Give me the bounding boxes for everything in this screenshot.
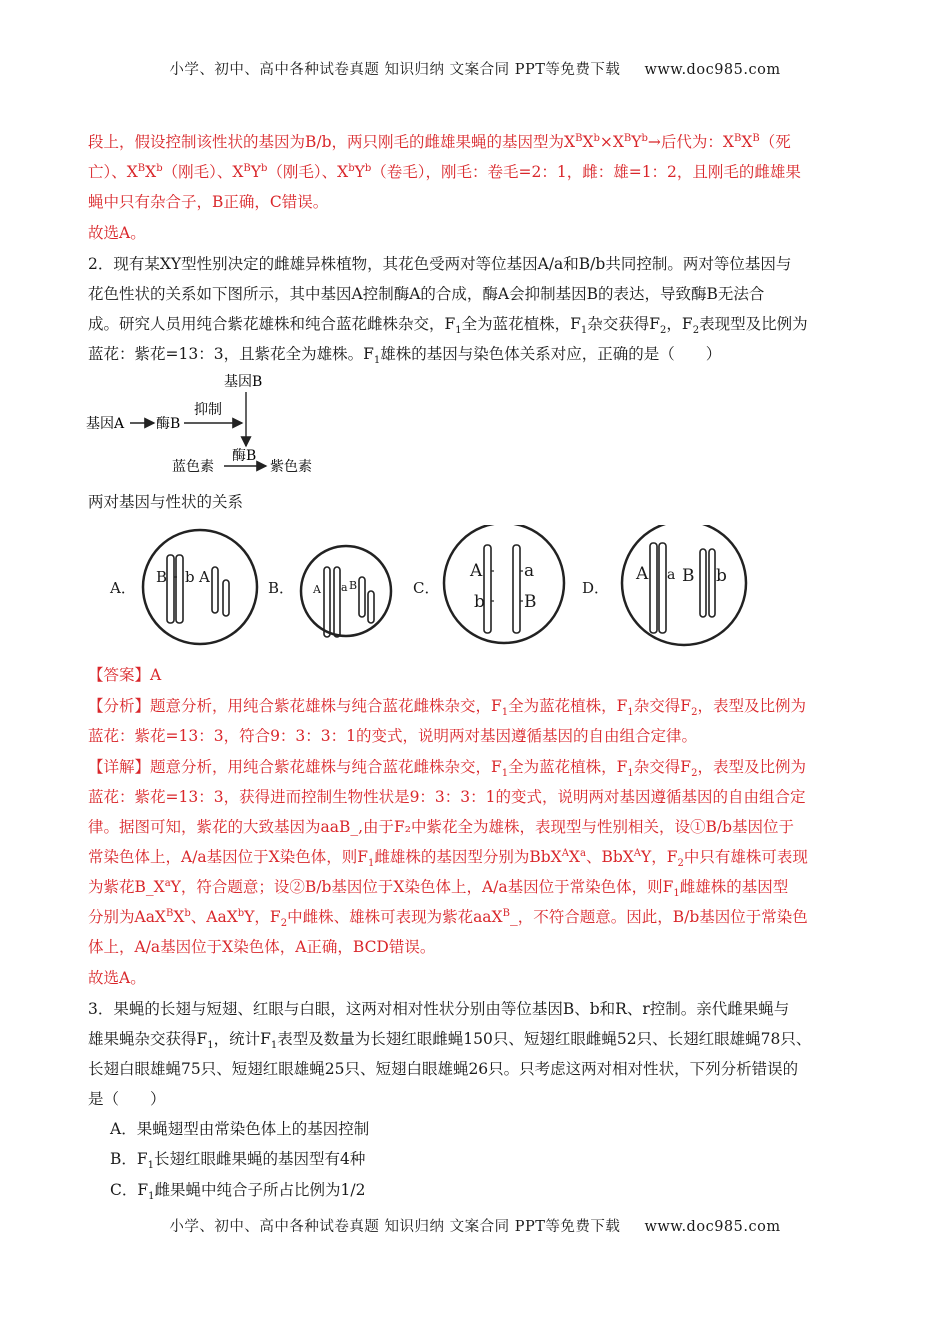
gene-label: a xyxy=(667,567,676,583)
gene-label: B xyxy=(524,592,537,612)
chromosome xyxy=(212,567,218,613)
gene-label: A xyxy=(636,564,649,584)
option-d-label: D． xyxy=(582,579,610,597)
footer-url: www.doc985.com xyxy=(644,1219,781,1235)
prev-line-3: 蝇中只有杂合子，B正确，C错误。 xyxy=(88,193,329,211)
q3-option-a[interactable]: A．果蝇翅型由常染色体上的基因控制 xyxy=(110,1120,370,1138)
q2-line-4: 蓝花：紫花=13：3，且紫花全为雄株。$F_1$雄株的基因与染色体关系对应，正确的是（ ） xyxy=(88,345,722,367)
chromosome xyxy=(176,555,183,623)
header-text: 小学、初中、高中各种试卷真题 知识归纳 文案合同 PPT等免费下载 xyxy=(169,62,621,78)
chromosome xyxy=(324,567,330,637)
option-a-cell[interactable] xyxy=(143,530,257,644)
gene-label: B xyxy=(349,579,358,592)
diagram-enzyme-b2: 酶B xyxy=(232,448,257,464)
chromosome xyxy=(167,555,174,623)
q2-analysis-line-1: 【分析】题意分析，用纯合紫花雄株与纯合蓝花雌株杂交，$F_1$全为蓝花植株，$F_1$杂交得$F_2$，表型及比例为 xyxy=(88,697,806,719)
header-url: www.doc985.com xyxy=(644,62,781,78)
option-c-label: C． xyxy=(413,579,440,597)
gene-label: b xyxy=(716,566,727,586)
diagram-inhibit: 抑制 xyxy=(194,402,222,418)
q2-analysis-line-2: 蓝花：紫花=13：3，符合9：3：3：1的变式，说明两对基因遵循基因的自由组合定律。 xyxy=(88,727,698,745)
gene-trait-diagram xyxy=(84,370,344,480)
chromosome xyxy=(709,549,715,617)
q2-detail-line-3: 律。据图可知，紫花的大致基因为aaB_,由于F₂中紫花全为雄株，表现型与性别相关，设①B/b基因位于 xyxy=(88,818,795,836)
q3-line-2: 雄果蝇杂交获得$F_1$，统计$F_1$表型及数量为长翅红眼雌蝇150只、短翅红眼雌蝇52只、长翅红眼雄蝇78只、 xyxy=(88,1030,812,1052)
gene-label: A xyxy=(199,568,210,586)
q2-detail-line-6: 分别为$AaX^BX^b$、AaX$^b$Y，$F_2$中雌株、雄株可表现为紫花aaX$^B$_，不符合题意。因此，B/b基因位于常染色 xyxy=(88,907,808,930)
chromosome xyxy=(700,549,706,617)
q2-detail-line-2: 蓝花：紫花=13：3，获得进而控制生物性状是9：3：3：1的变式，说明两对基因遵循基因的自由组合定 xyxy=(88,788,806,806)
q2-detail-line-5: 为紫花$B\_X^aY$，符合题意；设②B/b基因位于X染色体上，A/a基因位于常染色体，则$F_1$雌雄株的基因型 xyxy=(88,877,789,900)
chromosome xyxy=(334,567,340,637)
prev-line-2: 亡）、$X^BX^b$（刚毛）、$X^BY^b$（刚毛）、$X^bY^b$（卷毛），刚毛：卷毛=2：1，雌：雄=1：2，且刚毛的雌雄果 xyxy=(88,162,801,181)
q3-option-b[interactable]: B．$F_1$长翅红眼雌果蝇的基因型有4种 xyxy=(110,1150,366,1172)
q3-line-1: 3．果蝇的长翅与短翅、红眼与白眼，这两对相对性状分别由等位基因B、b和R、r控制。亲代雌果蝇与 xyxy=(88,1000,790,1018)
chromosome xyxy=(659,543,666,633)
q2-line-2: 花色性状的关系如下图所示，其中基因A控制酶A的合成，酶A会抑制基因B的表达，导致酶B无法合 xyxy=(88,285,765,303)
gene-label: b xyxy=(474,592,485,612)
q3-line-3: 长翅白眼雄蝇75只、短翅红眼雄蝇25只、短翅白眼雄蝇26只。只考虑这两对相对性状，下列分析错误的 xyxy=(88,1060,799,1078)
gene-label: a xyxy=(341,581,348,594)
q2-detail-line-1: 【详解】题意分析，用纯合紫花雄株与纯合蓝花雌株杂交，$F_1$全为蓝花植株，$F_1$杂交得$F_2$，表型及比例为 xyxy=(88,758,806,780)
q3-option-c[interactable]: C．$F_1$雌果蝇中纯合子所占比例为1/2 xyxy=(110,1181,366,1203)
page-header xyxy=(0,58,950,79)
option-c-cell[interactable] xyxy=(444,525,564,643)
q2-choose: 故选A。 xyxy=(88,969,146,987)
chromosome xyxy=(368,591,374,623)
page-footer xyxy=(0,1215,950,1236)
diagram-caption: 两对基因与性状的关系 xyxy=(88,493,244,511)
q2-line-1: 2．现有某XY型性别决定的雌雄异株植物，其花色受两对等位基因A/a和B/b共同控制。两对等位基因与 xyxy=(88,255,792,273)
gene-label: B xyxy=(156,568,168,586)
diagram-gene-b: 基因B xyxy=(224,374,263,390)
chromosome-options xyxy=(100,525,860,665)
option-a-label: A． xyxy=(110,579,136,597)
diagram-gene-a: 基因A xyxy=(86,416,125,432)
q2-detail-line-4: 常染色体上，A/a基因位于X染色体，则$F_1$雌雄株的基因型分别为$BbX^AX^a$、BbX$^A$Y，$F_2$中只有雄株可表现 xyxy=(88,847,808,870)
q2-answer: 【答案】A xyxy=(88,666,162,684)
diagram-blue-pigment: 蓝色素 xyxy=(172,459,214,475)
q2-detail-line-7: 体上，A/a基因位于X染色体，A正确，BCD错误。 xyxy=(88,938,436,956)
chromosome xyxy=(223,580,229,616)
diagram-purple-pigment: 紫色素 xyxy=(270,459,312,475)
option-b-label: B． xyxy=(268,579,295,597)
q2-line-3: 成。研究人员用纯合紫花雄株和纯合蓝花雌株杂交，$F_1$全为蓝花植株，$F_1$杂交获得$F_2$，$F_2$表现型及比例为 xyxy=(88,315,808,337)
chromosome xyxy=(484,545,491,633)
diagram-enzyme-b: 酶B xyxy=(156,416,181,432)
prev-choose: 故选A。 xyxy=(88,224,146,242)
chromosome xyxy=(650,543,657,633)
gene-label: A xyxy=(313,583,321,596)
gene-label: a xyxy=(524,561,535,581)
q3-line-4: 是（ ） xyxy=(88,1090,166,1108)
prev-line-1: 段上，假设控制该性状的基因为B/b，两只刚毛的雌雄果蝇的基因型为$X^BX^b\times X^BY^b\to$后代为：$X^BX^B$（死 xyxy=(88,132,791,151)
gene-label: B xyxy=(682,566,695,586)
footer-text: 小学、初中、高中各种试卷真题 知识归纳 文案合同 PPT等免费下载 xyxy=(169,1219,621,1235)
chromosome xyxy=(359,577,365,617)
gene-label: A xyxy=(470,561,483,581)
chromosome xyxy=(513,545,520,633)
gene-label: b xyxy=(185,568,195,586)
